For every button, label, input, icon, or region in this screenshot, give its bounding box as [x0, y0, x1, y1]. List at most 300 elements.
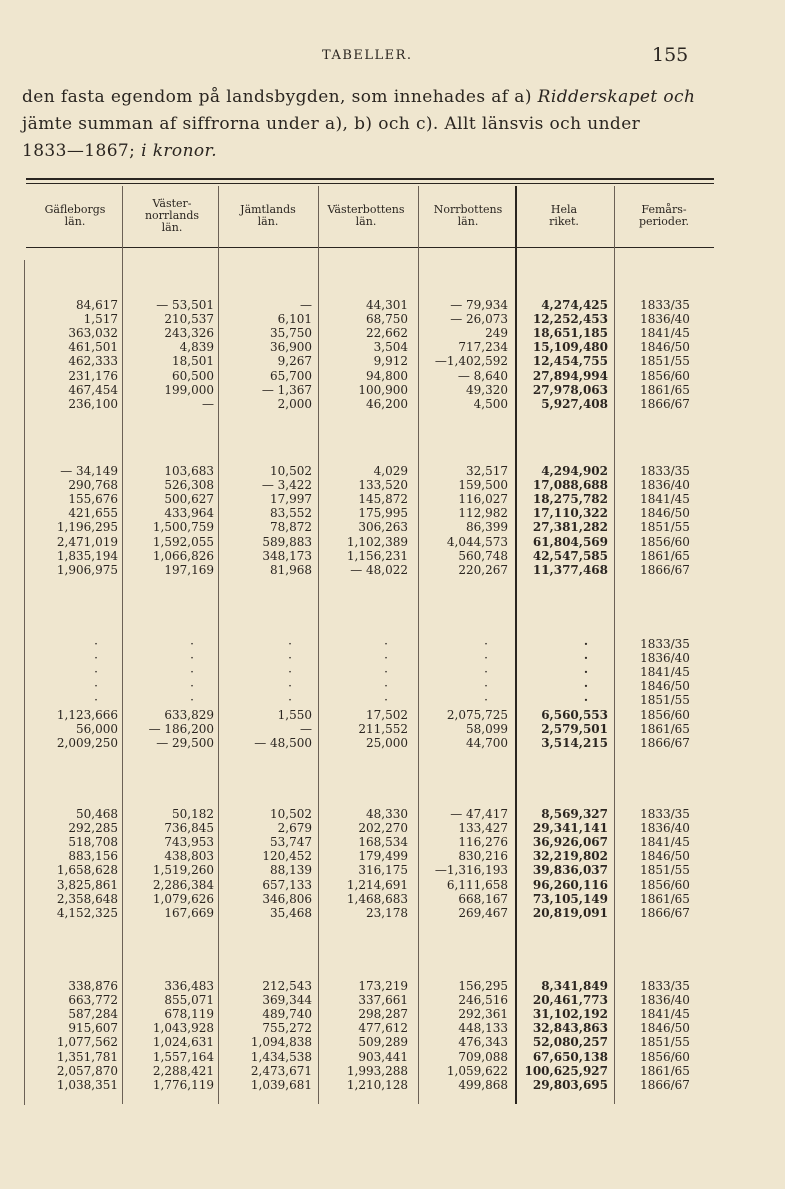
cell-vasterbotten: 903,441: [358, 1049, 408, 1064]
cell-jamtland: — 3,422: [261, 478, 312, 493]
cell-period: 1833/35: [640, 464, 690, 478]
cell-vasterbotten: 175,995: [358, 506, 408, 521]
cell-gafleborg: 2,471,019: [56, 534, 118, 549]
cell-vasternorrland: — 29,500: [156, 735, 214, 750]
column-divider: [614, 186, 615, 1104]
cell-jamtland: ·: [288, 693, 292, 708]
cell-hela-riket: 2,579,501: [541, 721, 608, 736]
cell-jamtland: 10,502: [270, 464, 312, 478]
cell-jamtland: ·: [288, 665, 292, 680]
cell-period: 1861/65: [640, 548, 690, 563]
cell-period: 1861/65: [640, 1063, 690, 1078]
cell-period: 1841/45: [640, 492, 690, 507]
cell-hela-riket: 32,843,863: [532, 1021, 608, 1036]
cell-gafleborg: 4,152,325: [56, 905, 118, 920]
cell-hela-riket: 31,102,192: [532, 1007, 608, 1022]
cell-hela-riket: ·: [583, 693, 588, 708]
cell-hela-riket: 8,569,327: [541, 807, 608, 821]
cell-hela-riket: ·: [583, 679, 588, 694]
cell-vasterbotten: 477,612: [358, 1021, 408, 1036]
cell-period: 1856/60: [640, 534, 690, 549]
cell-norrbotten: ·: [484, 637, 488, 651]
cell-hela-riket: 39,836,037: [532, 863, 608, 878]
cell-period: 1836/40: [640, 993, 690, 1008]
cell-vasternorrland: 678,119: [164, 1007, 214, 1022]
cell-norrbotten: 292,361: [458, 1007, 508, 1022]
cell-norrbotten: 668,167: [458, 891, 508, 906]
cell-vasterbotten: 211,552: [358, 721, 408, 736]
cell-vasternorrland: 199,000: [164, 382, 214, 397]
cell-gafleborg: ·: [94, 679, 98, 694]
cell-gafleborg: 1,123,666: [56, 707, 118, 722]
cell-gafleborg: 2,009,250: [56, 735, 118, 750]
cell-jamtland: 1,550: [277, 707, 312, 722]
cell-vasternorrland: 1,519,260: [152, 863, 214, 878]
cell-hela-riket: 36,926,067: [532, 835, 608, 850]
cell-norrbotten: 159,500: [458, 478, 508, 493]
cell-gafleborg: 1,835,194: [56, 548, 118, 563]
cell-vasternorrland: 633,829: [164, 707, 214, 722]
cell-jamtland: 6,101: [277, 312, 312, 327]
cell-vasternorrland: 433,964: [164, 506, 214, 521]
cell-gafleborg: — 34,149: [60, 464, 118, 478]
cell-jamtland: 2,679: [277, 821, 312, 836]
table-top-rule: [26, 178, 714, 180]
cell-jamtland: 369,344: [262, 993, 312, 1008]
header-jamtland: Jämtlands län.: [240, 203, 296, 228]
cell-period: 1861/65: [640, 382, 690, 397]
cell-jamtland: 348,173: [262, 548, 312, 563]
cell-norrbotten: 717,234: [458, 340, 508, 355]
cell-hela-riket: 17,110,322: [532, 506, 608, 521]
intro-line-1-italic: Ridderskapet och: [537, 87, 696, 107]
cell-vasterbotten: 337,661: [358, 993, 408, 1008]
cell-hela-riket: 6,560,553: [541, 707, 608, 722]
cell-period: 1851/55: [640, 1035, 690, 1050]
cell-jamtland: 657,133: [262, 877, 312, 892]
cell-vasterbotten: 100,900: [358, 382, 408, 397]
cell-vasterbotten: ·: [384, 693, 388, 708]
cell-gafleborg: 883,156: [68, 849, 118, 864]
cell-vasternorrland: —: [202, 396, 214, 411]
cell-hela-riket: 12,454,755: [532, 354, 608, 369]
cell-gafleborg: 2,358,648: [56, 891, 118, 906]
cell-norrbotten: — 79,934: [450, 298, 508, 312]
cell-jamtland: 346,806: [262, 891, 312, 906]
cell-vasternorrland: 1,500,759: [152, 520, 214, 535]
cell-gafleborg: 2,057,870: [56, 1063, 118, 1078]
cell-hela-riket: 4,294,902: [541, 464, 608, 478]
cell-hela-riket: 5,927,408: [541, 396, 608, 411]
cell-norrbotten: —1,402,592: [434, 354, 508, 369]
cell-period: 1861/65: [640, 721, 690, 736]
cell-gafleborg: 338,876: [68, 979, 118, 993]
intro-line-3-text: 1833—1867;: [22, 141, 142, 161]
cell-gafleborg: 363,032: [68, 326, 118, 341]
cell-norrbotten: 560,748: [458, 548, 508, 563]
cell-vasterbotten: 4,029: [373, 464, 408, 478]
cell-gafleborg: 1,196,295: [56, 520, 118, 535]
cell-vasterbotten: 94,800: [366, 368, 408, 383]
cell-vasterbotten: 298,287: [358, 1007, 408, 1022]
cell-jamtland: 9,267: [277, 354, 312, 369]
cell-vasterbotten: 306,263: [358, 520, 408, 535]
cell-jamtland: 78,872: [270, 520, 312, 535]
cell-gafleborg: 50,468: [76, 807, 118, 821]
cell-norrbotten: 116,276: [458, 835, 508, 850]
cell-jamtland: ·: [288, 637, 292, 651]
cell-vasternorrland: 50,182: [172, 807, 214, 821]
cell-jamtland: — 48,500: [254, 735, 312, 750]
cell-vasternorrland: 18,501: [172, 354, 214, 369]
cell-vasterbotten: 1,102,389: [346, 534, 408, 549]
cell-jamtland: 1,039,681: [250, 1077, 312, 1092]
cell-gafleborg: 421,655: [68, 506, 118, 521]
cell-jamtland: 755,272: [262, 1021, 312, 1036]
cell-vasterbotten: 509,289: [358, 1035, 408, 1050]
cell-hela-riket: 27,978,063: [532, 382, 608, 397]
cell-vasternorrland: — 186,200: [148, 721, 214, 736]
cell-gafleborg: 236,100: [68, 396, 118, 411]
cell-vasternorrland: ·: [190, 651, 194, 666]
cell-vasternorrland: 210,537: [164, 312, 214, 327]
page-number: 155: [652, 44, 689, 66]
cell-vasterbotten: 1,210,128: [346, 1077, 408, 1092]
cell-gafleborg: 587,284: [68, 1007, 118, 1022]
cell-vasternorrland: 197,169: [164, 562, 214, 577]
cell-norrbotten: ·: [484, 679, 488, 694]
cell-period: 1836/40: [640, 651, 690, 666]
cell-norrbotten: ·: [484, 651, 488, 666]
cell-norrbotten: 830,216: [458, 849, 508, 864]
cell-period: 1856/60: [640, 877, 690, 892]
cell-gafleborg: 290,768: [68, 478, 118, 493]
cell-hela-riket: 52,080,257: [532, 1035, 608, 1050]
cell-period: 1856/60: [640, 1049, 690, 1064]
cell-jamtland: 589,883: [262, 534, 312, 549]
cell-period: 1846/50: [640, 506, 690, 521]
cell-gafleborg: 1,077,562: [56, 1035, 118, 1050]
cell-gafleborg: ·: [94, 693, 98, 708]
cell-period: 1851/55: [640, 520, 690, 535]
cell-vasterbotten: 1,993,288: [346, 1063, 408, 1078]
cell-vasterbotten: ·: [384, 651, 388, 666]
cell-norrbotten: 249: [485, 326, 508, 341]
cell-gafleborg: 461,501: [68, 340, 118, 355]
cell-vasternorrland: 1,066,826: [152, 548, 214, 563]
cell-norrbotten: 58,099: [466, 721, 508, 736]
cell-norrbotten: 476,343: [458, 1035, 508, 1050]
cell-hela-riket: 15,109,480: [532, 340, 608, 355]
cell-hela-riket: ·: [583, 637, 588, 651]
header-vasternorrland: Väster- norrlands län.: [144, 197, 200, 234]
running-head: [0, 44, 785, 68]
cell-vasternorrland: 438,803: [164, 849, 214, 864]
cell-gafleborg: 1,038,351: [56, 1077, 118, 1092]
cell-period: 1846/50: [640, 679, 690, 694]
cell-period: 1841/45: [640, 1007, 690, 1022]
cell-hela-riket: 12,252,453: [532, 312, 608, 327]
cell-jamtland: 53,747: [270, 835, 312, 850]
intro-line-2: jämte summan af siffrorna under a), b) och c). Allt länsvis och under: [22, 114, 641, 134]
cell-vasternorrland: 736,845: [164, 821, 214, 836]
cell-norrbotten: ·: [484, 665, 488, 680]
cell-gafleborg: 915,607: [68, 1021, 118, 1036]
cell-vasterbotten: 145,872: [358, 492, 408, 507]
cell-jamtland: 2,473,671: [250, 1063, 312, 1078]
cell-hela-riket: 18,275,782: [532, 492, 608, 507]
cell-period: 1841/45: [640, 326, 690, 341]
cell-vasterbotten: 1,156,231: [346, 548, 408, 563]
cell-vasterbotten: 44,301: [366, 298, 408, 312]
cell-norrbotten: 246,516: [458, 993, 508, 1008]
cell-hela-riket: 17,088,688: [532, 478, 608, 493]
cell-period: 1833/35: [640, 979, 690, 993]
cell-gafleborg: 155,676: [68, 492, 118, 507]
cell-hela-riket: 96,260,116: [532, 877, 608, 892]
cell-vasternorrland: 1,043,928: [152, 1021, 214, 1036]
cell-vasterbotten: 25,000: [366, 735, 408, 750]
cell-vasternorrland: 60,500: [172, 368, 214, 383]
cell-period: 1833/35: [640, 298, 690, 312]
cell-hela-riket: 20,461,773: [532, 993, 608, 1008]
cell-jamtland: 10,502: [270, 807, 312, 821]
cell-jamtland: 1,094,838: [250, 1035, 312, 1050]
cell-hela-riket: ·: [583, 665, 588, 680]
cell-vasternorrland: 1,557,164: [152, 1049, 214, 1064]
cell-hela-riket: 29,341,141: [532, 821, 608, 836]
cell-vasterbotten: 179,499: [358, 849, 408, 864]
cell-period: 1851/55: [640, 863, 690, 878]
cell-norrbotten: 269,467: [458, 905, 508, 920]
running-head-title: TABELLER.: [322, 48, 413, 63]
cell-jamtland: 35,750: [270, 326, 312, 341]
cell-gafleborg: 1,658,628: [56, 863, 118, 878]
cell-norrbotten: 116,027: [458, 492, 508, 507]
cell-norrbotten: — 47,417: [450, 807, 508, 821]
cell-vasternorrland: 103,683: [164, 464, 214, 478]
cell-hela-riket: 18,651,185: [532, 326, 608, 341]
cell-gafleborg: ·: [94, 665, 98, 680]
cell-gafleborg: 292,285: [68, 821, 118, 836]
cell-gafleborg: 231,176: [68, 368, 118, 383]
cell-jamtland: 65,700: [270, 368, 312, 383]
cell-gafleborg: 84,617: [76, 298, 118, 312]
cell-hela-riket: ·: [583, 651, 588, 666]
cell-jamtland: — 1,367: [261, 382, 312, 397]
cell-vasterbotten: 23,178: [366, 905, 408, 920]
cell-norrbotten: 133,427: [458, 821, 508, 836]
cell-period: 1861/65: [640, 891, 690, 906]
cell-gafleborg: 518,708: [68, 835, 118, 850]
cell-vasternorrland: 243,326: [164, 326, 214, 341]
cell-vasternorrland: 1,776,119: [152, 1077, 214, 1092]
cell-period: 1833/35: [640, 807, 690, 821]
cell-vasterbotten: 46,200: [366, 396, 408, 411]
intro-paragraph: [22, 84, 722, 165]
cell-norrbotten: —1,316,193: [434, 863, 508, 878]
cell-hela-riket: 11,377,468: [532, 562, 608, 577]
cell-norrbotten: 4,044,573: [446, 534, 508, 549]
cell-norrbotten: 86,399: [466, 520, 508, 535]
cell-norrbotten: 1,059,622: [446, 1063, 508, 1078]
cell-vasterbotten: — 48,022: [350, 562, 408, 577]
cell-jamtland: 88,139: [270, 863, 312, 878]
header-vasterbotten: Västerbottens län.: [327, 203, 405, 228]
cell-gafleborg: 56,000: [76, 721, 118, 736]
intro-line-3-italic: i kronor.: [141, 141, 218, 161]
cell-gafleborg: 462,333: [68, 354, 118, 369]
cell-period: 1841/45: [640, 665, 690, 680]
cell-norrbotten: 112,982: [458, 506, 508, 521]
cell-period: 1833/35: [640, 637, 690, 651]
cell-vasternorrland: — 53,501: [156, 298, 214, 312]
header-period: Femårs- perioder.: [638, 203, 690, 228]
cell-hela-riket: 29,803,695: [532, 1077, 608, 1092]
cell-hela-riket: 61,804,569: [532, 534, 608, 549]
cell-period: 1846/50: [640, 340, 690, 355]
cell-period: 1836/40: [640, 478, 690, 493]
cell-period: 1846/50: [640, 849, 690, 864]
intro-line-3: [22, 138, 722, 165]
cell-jamtland: —: [300, 721, 312, 736]
cell-gafleborg: ·: [94, 637, 98, 651]
cell-gafleborg: 3,825,861: [56, 877, 118, 892]
cell-vasternorrland: 855,071: [164, 993, 214, 1008]
cell-vasternorrland: ·: [190, 665, 194, 680]
cell-period: 1846/50: [640, 1021, 690, 1036]
cell-norrbotten: 156,295: [458, 979, 508, 993]
cell-period: 1856/60: [640, 707, 690, 722]
cell-period: 1836/40: [640, 821, 690, 836]
cell-vasterbotten: 48,330: [366, 807, 408, 821]
cell-vasterbotten: 22,662: [366, 326, 408, 341]
cell-vasternorrland: ·: [190, 693, 194, 708]
cell-vasterbotten: 316,175: [358, 863, 408, 878]
cell-norrbotten: 220,267: [458, 562, 508, 577]
cell-vasternorrland: 1,592,055: [152, 534, 214, 549]
cell-period: 1851/55: [640, 354, 690, 369]
cell-gafleborg: 467,454: [68, 382, 118, 397]
cell-vasterbotten: 133,520: [358, 478, 408, 493]
cell-vasternorrland: 1,079,626: [152, 891, 214, 906]
cell-hela-riket: 42,547,585: [532, 548, 608, 563]
header-norrbotten: Norrbottens län.: [433, 203, 503, 228]
cell-vasternorrland: 2,286,384: [152, 877, 214, 892]
cell-vasternorrland: 1,024,631: [152, 1035, 214, 1050]
cell-vasterbotten: 1,214,691: [346, 877, 408, 892]
cell-hela-riket: 32,219,802: [532, 849, 608, 864]
cell-period: 1866/67: [640, 905, 690, 920]
table-top-rule-thin: [26, 183, 714, 184]
cell-norrbotten: 2,075,725: [446, 707, 508, 722]
cell-period: 1866/67: [640, 562, 690, 577]
cell-period: 1866/67: [640, 735, 690, 750]
cell-jamtland: 120,452: [262, 849, 312, 864]
cell-hela-riket: 4,274,425: [541, 298, 608, 312]
cell-vasterbotten: 3,504: [373, 340, 408, 355]
cell-jamtland: 2,000: [277, 396, 312, 411]
cell-hela-riket: 27,894,994: [532, 368, 608, 383]
cell-vasterbotten: ·: [384, 637, 388, 651]
cell-jamtland: ·: [288, 651, 292, 666]
cell-vasternorrland: 2,288,421: [152, 1063, 214, 1078]
cell-vasterbotten: 173,219: [358, 979, 408, 993]
cell-jamtland: 36,900: [270, 340, 312, 355]
cell-vasternorrland: ·: [190, 637, 194, 651]
cell-period: 1866/67: [640, 396, 690, 411]
cell-norrbotten: 448,133: [458, 1021, 508, 1036]
cell-vasterbotten: 9,912: [373, 354, 408, 369]
cell-vasterbotten: ·: [384, 679, 388, 694]
cell-vasternorrland: 526,308: [164, 478, 214, 493]
cell-jamtland: ·: [288, 679, 292, 694]
cell-jamtland: 35,468: [270, 905, 312, 920]
cell-jamtland: 1,434,538: [250, 1049, 312, 1064]
cell-hela-riket: 8,341,849: [541, 979, 608, 993]
cell-vasterbotten: ·: [384, 665, 388, 680]
cell-jamtland: 212,543: [262, 979, 312, 993]
cell-vasterbotten: 17,502: [366, 707, 408, 722]
intro-line-1-text: den fasta egendom på landsbygden, som innehades af a): [22, 87, 538, 107]
cell-jamtland: —: [300, 298, 312, 312]
cell-hela-riket: 73,105,149: [532, 891, 608, 906]
cell-norrbotten: — 8,640: [457, 368, 508, 383]
cell-gafleborg: 1,351,781: [56, 1049, 118, 1064]
cell-vasterbotten: 202,270: [358, 821, 408, 836]
cell-norrbotten: 4,500: [473, 396, 508, 411]
cell-gafleborg: 663,772: [68, 993, 118, 1008]
cell-hela-riket: 27,381,282: [532, 520, 608, 535]
cell-vasternorrland: 4,839: [179, 340, 214, 355]
cell-norrbotten: 6,111,658: [446, 877, 508, 892]
cell-gafleborg: 1,517: [83, 312, 118, 327]
cell-vasterbotten: 1,468,683: [346, 891, 408, 906]
cell-norrbotten: 49,320: [466, 382, 508, 397]
cell-vasternorrland: 500,627: [164, 492, 214, 507]
cell-jamtland: 81,968: [270, 562, 312, 577]
cell-norrbotten: 709,088: [458, 1049, 508, 1064]
cell-period: 1836/40: [640, 312, 690, 327]
cell-hela-riket: 3,514,215: [541, 735, 608, 750]
cell-vasternorrland: 336,483: [164, 979, 214, 993]
cell-gafleborg: ·: [94, 651, 98, 666]
header-hela-riket: Hela riket.: [549, 203, 579, 228]
cell-jamtland: 83,552: [270, 506, 312, 521]
cell-norrbotten: 499,868: [458, 1077, 508, 1092]
intro-line-1: [22, 84, 722, 111]
cell-vasternorrland: ·: [190, 679, 194, 694]
cell-norrbotten: 44,700: [466, 735, 508, 750]
cell-norrbotten: 32,517: [466, 464, 508, 478]
cell-vasterbotten: 168,534: [358, 835, 408, 850]
table-header-rule: [26, 247, 714, 248]
cell-hela-riket: 67,650,138: [532, 1049, 608, 1064]
header-gafleborg: Gäfleborgs län.: [44, 203, 106, 228]
cell-period: 1856/60: [640, 368, 690, 383]
cell-norrbotten: — 26,073: [450, 312, 508, 327]
cell-hela-riket: 100,625,927: [524, 1063, 608, 1078]
cell-period: 1851/55: [640, 693, 690, 708]
cell-period: 1866/67: [640, 1077, 690, 1092]
cell-jamtland: 17,997: [270, 492, 312, 507]
cell-vasternorrland: 167,669: [164, 905, 214, 920]
cell-norrbotten: ·: [484, 693, 488, 708]
cell-jamtland: 489,740: [262, 1007, 312, 1022]
cell-gafleborg: 1,906,975: [56, 562, 118, 577]
cell-vasternorrland: 743,953: [164, 835, 214, 850]
cell-period: 1841/45: [640, 835, 690, 850]
